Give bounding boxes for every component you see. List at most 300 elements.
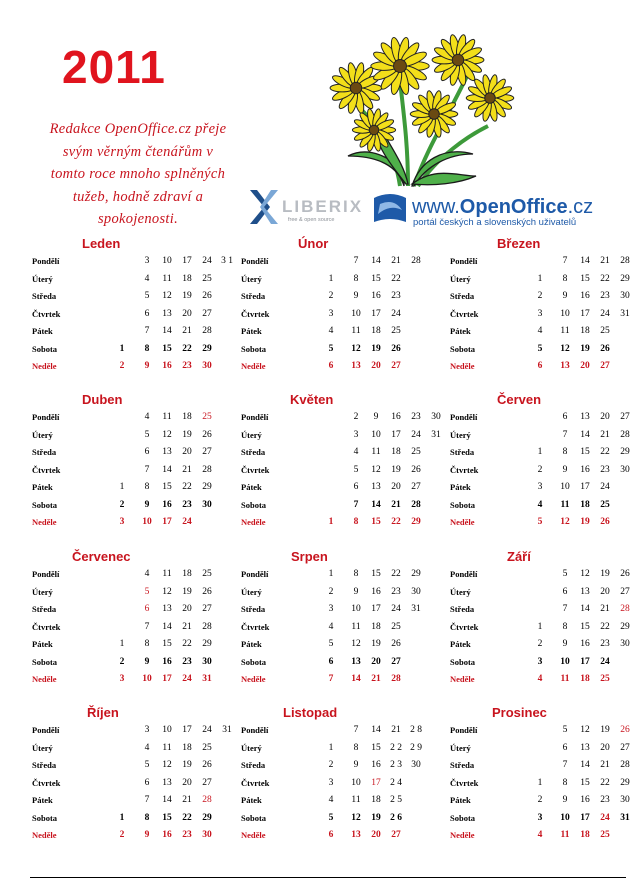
liberix-tagline: free & open source bbox=[288, 217, 335, 223]
date-number: 1 bbox=[328, 273, 334, 284]
day-label: Sobota bbox=[241, 499, 267, 510]
day-label: Sobota bbox=[32, 499, 58, 510]
date-number: 13 bbox=[162, 777, 172, 788]
date-number: 12 bbox=[580, 569, 590, 579]
date-number: 13 bbox=[560, 361, 570, 371]
date-number: 24 bbox=[411, 429, 421, 440]
date-number: 3 bbox=[537, 656, 543, 667]
date-number: 14 bbox=[162, 795, 172, 805]
day-label: Čtvrtek bbox=[450, 308, 479, 319]
day-label: Pondělí bbox=[32, 412, 60, 422]
date-number: 4 bbox=[537, 674, 543, 684]
date-number: 18 bbox=[580, 326, 590, 336]
date-number: 14 bbox=[580, 604, 590, 614]
date-number: 21 bbox=[391, 499, 401, 510]
date-number: 20 bbox=[600, 586, 610, 597]
week-row bbox=[450, 636, 630, 653]
date-number: 7 bbox=[353, 725, 359, 735]
week-row bbox=[450, 810, 630, 827]
month-name: Červenec bbox=[72, 549, 131, 564]
openoffice-tagline: portál českých a slovenských uživatelů bbox=[413, 217, 577, 228]
date-number: 14 bbox=[580, 429, 590, 440]
date-number: 30 bbox=[620, 464, 630, 475]
date-number: 11 bbox=[560, 326, 570, 336]
day-label: Čtvrtek bbox=[32, 464, 61, 475]
day-label: Středa bbox=[32, 604, 57, 614]
date-number: 10 bbox=[560, 482, 570, 492]
day-label: Středa bbox=[32, 447, 57, 457]
date-number: 24 bbox=[600, 656, 610, 667]
date-number: 15 bbox=[162, 343, 172, 354]
day-label: Pondělí bbox=[450, 725, 478, 735]
week-row bbox=[241, 271, 421, 288]
date-number: 29 bbox=[202, 343, 212, 354]
date-number: 15 bbox=[580, 273, 590, 284]
day-label: Neděle bbox=[32, 674, 57, 684]
date-number: 8 bbox=[144, 812, 150, 823]
date-number: 27 bbox=[620, 742, 630, 753]
date-number: 9 bbox=[562, 795, 568, 805]
week-row bbox=[241, 427, 441, 444]
date-number: 23 bbox=[182, 361, 192, 371]
date-number: 10 bbox=[351, 777, 361, 788]
date-number: 27 bbox=[391, 361, 401, 371]
week-row bbox=[450, 462, 630, 479]
date-number: 2 bbox=[119, 499, 125, 510]
date-number: 24 bbox=[182, 674, 192, 684]
week-row bbox=[450, 358, 630, 375]
date-number: 2 bbox=[119, 830, 125, 840]
date-number: 17 bbox=[580, 482, 590, 492]
date-number: 6 bbox=[144, 604, 150, 614]
week-row bbox=[32, 306, 212, 323]
date-number: 30 bbox=[202, 361, 212, 371]
week-row bbox=[32, 288, 212, 305]
oo-name: OpenOffice bbox=[459, 196, 568, 218]
day-label: Středa bbox=[241, 760, 266, 770]
date-number: 9 bbox=[144, 830, 150, 840]
date-number: 6 bbox=[353, 482, 359, 492]
week-row bbox=[450, 323, 630, 340]
date-number: 13 bbox=[162, 308, 172, 319]
date-number: 2 bbox=[119, 361, 125, 371]
date-number: 21 bbox=[391, 725, 401, 735]
week-row bbox=[450, 827, 630, 844]
date-number: 27 bbox=[600, 361, 610, 371]
greeting-line: svým věrným čtenářům v bbox=[62, 143, 214, 160]
date-number: 21 bbox=[600, 256, 610, 266]
date-number: 2 5 bbox=[390, 795, 402, 805]
date-number: 19 bbox=[182, 586, 192, 597]
day-label: Úterý bbox=[241, 273, 262, 284]
day-label: Pátek bbox=[450, 639, 471, 649]
date-number: 20 bbox=[600, 742, 610, 753]
date-number: 19 bbox=[600, 725, 610, 735]
openoffice-name bbox=[411, 196, 593, 218]
date-number: 6 bbox=[144, 308, 150, 319]
day-label: Neděle bbox=[32, 517, 57, 527]
date-number: 28 bbox=[620, 604, 630, 614]
date-number: 11 bbox=[162, 742, 172, 753]
date-number: 7 bbox=[562, 760, 568, 770]
date-number: 1 bbox=[537, 777, 543, 788]
week-row bbox=[450, 479, 630, 496]
day-label: Neděle bbox=[32, 830, 57, 840]
week-row bbox=[241, 654, 421, 671]
date-number: 30 bbox=[202, 656, 212, 667]
week-row bbox=[32, 323, 212, 340]
date-number: 16 bbox=[162, 656, 172, 667]
date-number: 28 bbox=[411, 499, 421, 510]
week-row bbox=[32, 636, 212, 653]
day-label: Pátek bbox=[32, 795, 53, 805]
date-number: 12 bbox=[162, 586, 172, 597]
date-number: 18 bbox=[182, 273, 192, 284]
day-label: Neděle bbox=[241, 361, 266, 371]
date-number: 17 bbox=[391, 429, 401, 440]
date-number: 23 bbox=[182, 830, 192, 840]
date-number: 25 bbox=[600, 674, 610, 684]
date-number: 18 bbox=[371, 795, 381, 805]
date-number: 20 bbox=[182, 447, 192, 457]
date-number: 1 bbox=[119, 343, 125, 354]
date-number: 11 bbox=[351, 326, 361, 336]
day-label: Sobota bbox=[241, 656, 267, 667]
date-number: 4 bbox=[328, 621, 334, 632]
date-number: 2 bbox=[328, 291, 334, 301]
month-name: Květen bbox=[290, 392, 334, 407]
month-name: Duben bbox=[82, 392, 123, 407]
date-number: 27 bbox=[411, 482, 421, 492]
date-number: 25 bbox=[600, 499, 610, 510]
date-number: 8 bbox=[144, 343, 150, 354]
day-label: Úterý bbox=[32, 586, 53, 597]
date-number: 23 bbox=[600, 639, 610, 649]
day-label: Úterý bbox=[450, 429, 471, 440]
day-label: Čtvrtek bbox=[450, 777, 479, 788]
week-row bbox=[241, 462, 421, 479]
date-number: 26 bbox=[391, 639, 401, 649]
day-label: Pondělí bbox=[450, 569, 478, 579]
month-name: Březen bbox=[497, 236, 541, 251]
date-number: 12 bbox=[560, 343, 570, 354]
date-number: 31 bbox=[620, 812, 630, 823]
date-number: 2 bbox=[119, 656, 125, 667]
date-number: 15 bbox=[162, 812, 172, 823]
day-label: Pátek bbox=[241, 639, 262, 649]
date-number: 23 bbox=[391, 291, 401, 301]
date-number: 3 bbox=[537, 482, 543, 492]
date-number: 8 bbox=[353, 569, 359, 579]
week-row bbox=[450, 271, 630, 288]
week-row bbox=[450, 427, 630, 444]
date-number: 8 bbox=[562, 621, 568, 632]
date-number: 25 bbox=[202, 273, 212, 284]
date-number: 23 bbox=[600, 291, 610, 301]
date-number: 16 bbox=[391, 412, 401, 422]
date-number: 9 bbox=[562, 639, 568, 649]
date-number: 15 bbox=[371, 569, 381, 579]
date-number: 3 1 bbox=[221, 256, 233, 266]
date-number: 17 bbox=[162, 674, 172, 684]
date-number: 10 bbox=[371, 429, 381, 440]
date-number: 13 bbox=[580, 412, 590, 422]
openoffice-logo bbox=[372, 188, 598, 230]
date-number: 11 bbox=[351, 795, 361, 805]
date-number: 13 bbox=[351, 830, 361, 840]
day-label: Neděle bbox=[450, 674, 475, 684]
date-number: 3 bbox=[537, 812, 543, 823]
date-number: 28 bbox=[620, 256, 630, 266]
date-number: 30 bbox=[620, 291, 630, 301]
date-number: 27 bbox=[202, 447, 212, 457]
date-number: 4 bbox=[353, 447, 359, 457]
date-number: 19 bbox=[182, 429, 192, 440]
date-number: 24 bbox=[202, 725, 212, 735]
date-number: 9 bbox=[353, 586, 359, 597]
date-number: 3 bbox=[119, 674, 125, 684]
day-label: Neděle bbox=[450, 830, 475, 840]
date-number: 17 bbox=[580, 656, 590, 667]
date-number: 26 bbox=[202, 291, 212, 301]
day-label: Neděle bbox=[241, 674, 266, 684]
date-number: 13 bbox=[162, 604, 172, 614]
date-number: 17 bbox=[182, 725, 192, 735]
date-number: 5 bbox=[537, 343, 543, 354]
day-label: Sobota bbox=[450, 499, 476, 510]
month-name: Listopad bbox=[283, 705, 338, 720]
date-number: 10 bbox=[162, 256, 172, 266]
date-number: 18 bbox=[580, 830, 590, 840]
day-label: Úterý bbox=[241, 586, 262, 597]
week-row bbox=[32, 654, 212, 671]
date-number: 26 bbox=[202, 586, 212, 597]
day-label: Sobota bbox=[450, 343, 476, 354]
date-number: 5 bbox=[328, 812, 334, 823]
date-number: 2 4 bbox=[390, 777, 402, 788]
day-label: Neděle bbox=[450, 517, 475, 527]
week-row bbox=[241, 827, 421, 844]
date-number: 2 6 bbox=[390, 812, 402, 823]
date-number: 22 bbox=[391, 517, 401, 527]
day-label: Sobota bbox=[450, 812, 476, 823]
date-number: 17 bbox=[580, 308, 590, 319]
date-number: 23 bbox=[182, 656, 192, 667]
date-number: 7 bbox=[144, 326, 150, 336]
day-label: Sobota bbox=[241, 812, 267, 823]
week-row bbox=[32, 341, 212, 358]
date-number: 23 bbox=[411, 412, 421, 422]
date-number: 21 bbox=[182, 795, 192, 805]
date-number: 20 bbox=[182, 604, 192, 614]
date-number: 18 bbox=[182, 742, 192, 753]
date-number: 16 bbox=[580, 291, 590, 301]
date-number: 21 bbox=[182, 621, 192, 632]
day-label: Neděle bbox=[450, 361, 475, 371]
date-number: 19 bbox=[371, 639, 381, 649]
week-row bbox=[32, 497, 212, 514]
week-row bbox=[32, 444, 212, 461]
date-number: 8 bbox=[353, 742, 359, 753]
greeting-line: tomto roce mnoho splněných bbox=[50, 166, 226, 182]
date-number: 8 bbox=[353, 273, 359, 284]
date-number: 27 bbox=[391, 830, 401, 840]
date-number: 26 bbox=[202, 429, 212, 440]
date-number: 18 bbox=[371, 621, 381, 632]
date-number: 9 bbox=[144, 361, 150, 371]
date-number: 17 bbox=[182, 256, 192, 266]
date-number: 22 bbox=[182, 343, 192, 354]
week-row bbox=[32, 566, 212, 583]
date-number: 27 bbox=[620, 586, 630, 597]
date-number: 14 bbox=[351, 674, 361, 684]
month-name: Prosinec bbox=[492, 705, 547, 720]
date-number: 4 bbox=[144, 569, 150, 579]
date-number: 12 bbox=[162, 760, 172, 770]
date-number: 19 bbox=[182, 760, 192, 770]
week-row bbox=[241, 306, 421, 323]
date-number: 19 bbox=[371, 343, 381, 354]
week-row bbox=[32, 358, 212, 375]
date-number: 2 bbox=[537, 464, 543, 475]
date-number: 13 bbox=[351, 361, 361, 371]
date-number: 25 bbox=[391, 621, 401, 632]
date-number: 21 bbox=[600, 429, 610, 440]
day-label: Pondělí bbox=[32, 725, 60, 735]
day-label: Středa bbox=[241, 604, 266, 614]
date-number: 29 bbox=[202, 639, 212, 649]
date-number: 3 bbox=[144, 725, 150, 735]
date-number: 9 bbox=[353, 760, 359, 770]
date-number: 27 bbox=[202, 308, 212, 319]
date-number: 10 bbox=[560, 308, 570, 319]
week-row bbox=[450, 306, 630, 323]
day-label: Úterý bbox=[241, 742, 262, 753]
day-label: Sobota bbox=[32, 656, 58, 667]
date-number: 5 bbox=[144, 429, 150, 440]
day-label: Pátek bbox=[32, 326, 53, 336]
date-number: 29 bbox=[411, 517, 421, 527]
day-label: Pátek bbox=[241, 482, 262, 492]
greeting-line: spokojenosti. bbox=[97, 211, 179, 227]
date-number: 4 bbox=[537, 326, 543, 336]
week-row bbox=[32, 722, 232, 739]
date-number: 2 9 bbox=[410, 742, 422, 753]
date-number: 26 bbox=[391, 343, 401, 354]
day-label: Úterý bbox=[450, 586, 471, 597]
flowers-illustration bbox=[308, 26, 524, 188]
date-number: 20 bbox=[580, 361, 590, 371]
week-row bbox=[32, 479, 212, 496]
date-number: 18 bbox=[182, 412, 192, 422]
week-row bbox=[241, 341, 421, 358]
date-number: 16 bbox=[580, 464, 590, 475]
date-number: 15 bbox=[371, 273, 381, 284]
date-number: 20 bbox=[371, 656, 381, 667]
date-number: 1 bbox=[119, 482, 125, 492]
date-number: 24 bbox=[391, 604, 401, 614]
date-number: 3 bbox=[328, 777, 334, 788]
date-number: 9 bbox=[144, 499, 150, 510]
date-number: 13 bbox=[162, 447, 172, 457]
week-row bbox=[241, 566, 421, 583]
date-number: 29 bbox=[620, 621, 630, 632]
day-label: Pátek bbox=[241, 326, 262, 336]
date-number: 1 bbox=[119, 812, 125, 823]
week-row bbox=[450, 654, 630, 671]
date-number: 31 bbox=[202, 674, 212, 684]
month-name: Leden bbox=[82, 236, 121, 251]
day-label: Středa bbox=[450, 604, 475, 614]
date-number: 30 bbox=[411, 586, 421, 597]
week-row bbox=[450, 619, 630, 636]
day-label: Středa bbox=[450, 291, 475, 301]
date-number: 19 bbox=[182, 291, 192, 301]
date-number: 30 bbox=[202, 830, 212, 840]
day-label: Pondělí bbox=[32, 256, 60, 266]
date-number: 27 bbox=[202, 604, 212, 614]
date-number: 6 bbox=[144, 447, 150, 457]
day-label: Pondělí bbox=[450, 256, 478, 266]
date-number: 25 bbox=[391, 326, 401, 336]
week-row bbox=[450, 722, 630, 739]
day-label: Úterý bbox=[241, 429, 262, 440]
day-label: Neděle bbox=[241, 830, 266, 840]
date-number: 15 bbox=[580, 447, 590, 457]
week-row bbox=[32, 619, 212, 636]
date-number: 25 bbox=[600, 830, 610, 840]
week-row bbox=[450, 792, 630, 809]
month-name: Červen bbox=[497, 392, 542, 407]
date-number: 16 bbox=[580, 639, 590, 649]
date-number: 18 bbox=[391, 447, 401, 457]
date-number: 1 bbox=[328, 517, 334, 527]
date-number: 5 bbox=[144, 760, 150, 770]
date-number: 15 bbox=[580, 621, 590, 632]
date-number: 10 bbox=[351, 308, 361, 319]
date-number: 13 bbox=[351, 656, 361, 667]
week-row bbox=[450, 409, 630, 426]
date-number: 1 bbox=[537, 273, 543, 284]
week-row bbox=[32, 671, 212, 688]
day-label: Čtvrtek bbox=[241, 308, 270, 319]
greeting-text bbox=[38, 118, 238, 231]
week-row bbox=[241, 792, 421, 809]
date-number: 3 bbox=[144, 256, 150, 266]
liberix-name: LIBERIX bbox=[282, 197, 364, 216]
day-label: Pátek bbox=[450, 482, 471, 492]
week-row bbox=[450, 757, 630, 774]
date-number: 14 bbox=[580, 256, 590, 266]
week-row bbox=[241, 584, 421, 601]
date-number: 12 bbox=[162, 291, 172, 301]
day-label: Sobota bbox=[32, 812, 58, 823]
date-number: 30 bbox=[620, 639, 630, 649]
date-number: 23 bbox=[600, 464, 610, 475]
week-row bbox=[241, 740, 421, 757]
date-number: 14 bbox=[371, 725, 381, 735]
date-number: 8 bbox=[353, 517, 359, 527]
date-number: 30 bbox=[202, 499, 212, 510]
date-number: 9 bbox=[353, 291, 359, 301]
day-label: Pátek bbox=[32, 482, 53, 492]
date-number: 15 bbox=[371, 742, 381, 753]
date-number: 22 bbox=[391, 569, 401, 579]
date-number: 28 bbox=[620, 760, 630, 770]
date-number: 3 bbox=[119, 517, 125, 527]
date-number: 8 bbox=[562, 447, 568, 457]
day-label: Čtvrtek bbox=[32, 621, 61, 632]
